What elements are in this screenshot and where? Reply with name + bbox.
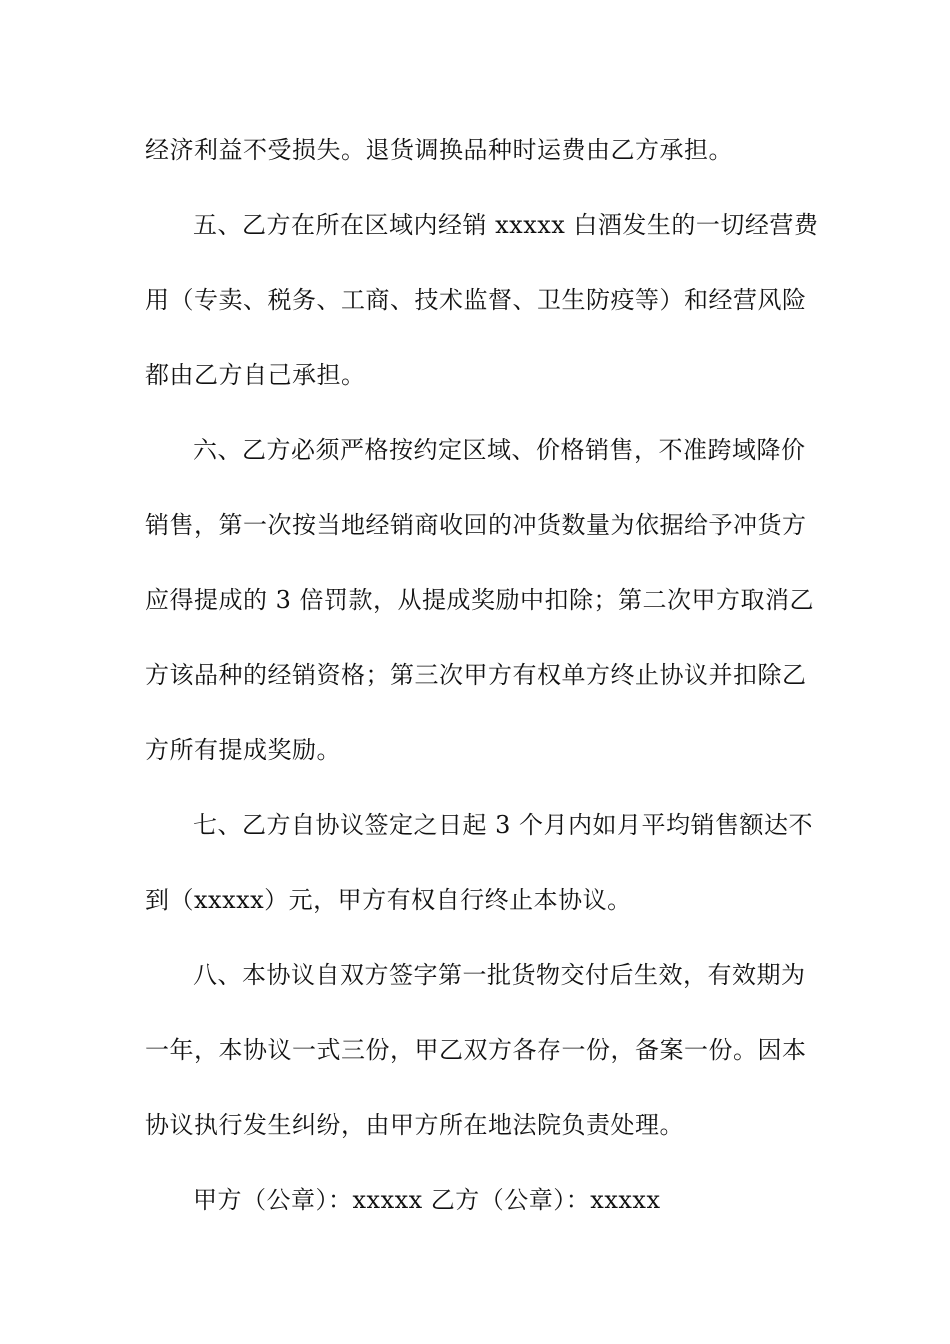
clause-5-line-2: 用（专卖、税务、工商、技术监督、卫生防疫等）和经营风险 [145, 286, 807, 314]
clause-8-line-2: 一年，本协议一式三份，甲乙双方各存一份，备案一份。因本 [145, 1036, 807, 1064]
signature-line: 甲方（公章）：xxxxx 乙方（公章）：xxxxx [193, 1186, 661, 1214]
clause-8-line-3: 协议执行发生纠纷，由甲方所在地法院负责处理。 [145, 1111, 684, 1139]
clause-5-line-3: 都由乙方自己承担。 [145, 361, 366, 389]
clause-6-line-1: 六、乙方必须严格按约定区域、价格销售，不准跨域降价 [193, 436, 806, 464]
clause-8-line-1: 八、本协议自双方签字第一批货物交付后生效，有效期为 [193, 961, 806, 989]
clause-6-line-5: 方所有提成奖励。 [145, 736, 341, 764]
clause-5-line-1: 五、乙方在所在区域内经销 xxxxx 白酒发生的一切经营费 [193, 211, 819, 239]
text-line-1: 经济利益不受损失。退货调换品种时运费由乙方承担。 [145, 136, 733, 164]
clause-7-line-2: 到（xxxxx）元，甲方有权自行终止本协议。 [145, 886, 632, 914]
clause-6-line-4: 方该品种的经销资格；第三次甲方有权单方终止协议并扣除乙 [145, 661, 807, 689]
clause-7-line-1: 七、乙方自协议签定之日起 3 个月内如月平均销售额达不 [193, 811, 814, 839]
clause-6-line-2: 销售，第一次按当地经销商收回的冲货数量为依据给予冲货方 [145, 511, 807, 539]
clause-6-line-3: 应得提成的 3 倍罚款，从提成奖励中扣除；第二次甲方取消乙 [145, 586, 815, 614]
